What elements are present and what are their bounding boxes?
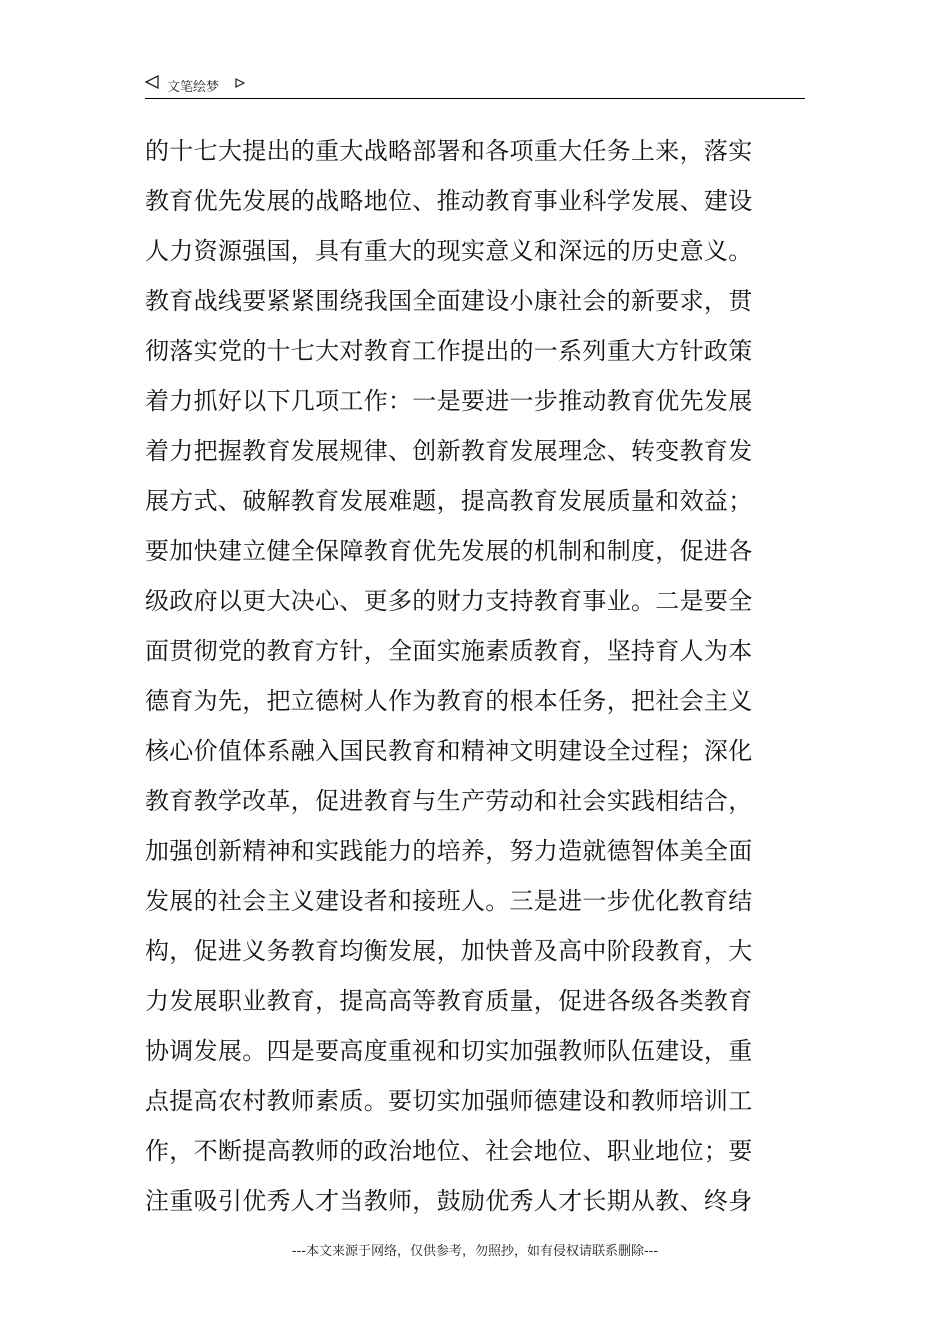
text-line: 教育战线要紧紧围绕我国全面建设小康社会的新要求，贯 xyxy=(145,287,753,315)
text-line: 要加快建立健全保障教育优先发展的机制和制度，促进各 xyxy=(145,537,753,565)
text-line: 构，促进义务教育均衡发展，加快普及高中阶段教育，大 xyxy=(145,937,753,965)
left-triangle-icon xyxy=(145,75,159,93)
text-line: 点提高农村教师素质。要切实加强师德建设和教师培训工 xyxy=(145,1087,753,1115)
text-line: 彻落实党的十七大对教育工作提出的一系列重大方针政策 xyxy=(145,337,753,365)
text-line: 发展的社会主义建设者和接班人。三是进一步优化教育结 xyxy=(145,887,753,915)
text-line: 人力资源强国，具有重大的现实意义和深远的历史意义。 xyxy=(145,237,753,265)
text-line: 加强创新精神和实践能力的培养，努力造就德智体美全面 xyxy=(145,837,753,865)
text-line: 的十七大提出的重大战略部署和各项重大任务上来，落实 xyxy=(145,137,753,165)
text-line: 作，不断提高教师的政治地位、社会地位、职业地位；要 xyxy=(145,1137,753,1165)
text-line: 展方式、破解教育发展难题，提高教育发展质量和效益； xyxy=(145,487,753,515)
body-text xyxy=(145,126,810,1226)
page-footer: ---本文来源于网络，仅供参考，勿照抄，如有侵权请联系删除--- xyxy=(291,1244,659,1259)
text-line: 级政府以更大决心、更多的财力支持教育事业。二是要全 xyxy=(145,587,753,615)
text-line: 面贯彻党的教育方针，全面实施素质教育，坚持育人为本 xyxy=(145,637,753,665)
text-line: 教育优先发展的战略地位、推动教育事业科学发展、建设 xyxy=(145,187,753,215)
right-triangle-icon xyxy=(235,77,245,92)
text-line: 德育为先，把立德树人作为教育的根本任务，把社会主义 xyxy=(145,687,753,715)
text-line: 核心价值体系融入国民教育和精神文明建设全过程；深化 xyxy=(145,737,753,765)
text-line: 注重吸引优秀人才当教师，鼓励优秀人才长期从教、终身 xyxy=(145,1187,753,1215)
text-line: 协调发展。四是要高度重视和切实加强教师队伍建设，重 xyxy=(145,1037,753,1065)
text-line: 教育教学改革，促进教育与生产劳动和社会实践相结合， xyxy=(145,787,753,815)
text-line: 力发展职业教育，提高高等教育质量，促进各级各类教育 xyxy=(145,987,753,1015)
text-line: 着力抓好以下几项工作：一是要进一步推动教育优先发展 xyxy=(145,387,753,415)
page-header xyxy=(145,72,805,99)
header-title: 文笔绘梦 xyxy=(167,80,220,95)
text-line: 着力把握教育发展规律、创新教育发展理念、转变教育发 xyxy=(145,437,753,465)
